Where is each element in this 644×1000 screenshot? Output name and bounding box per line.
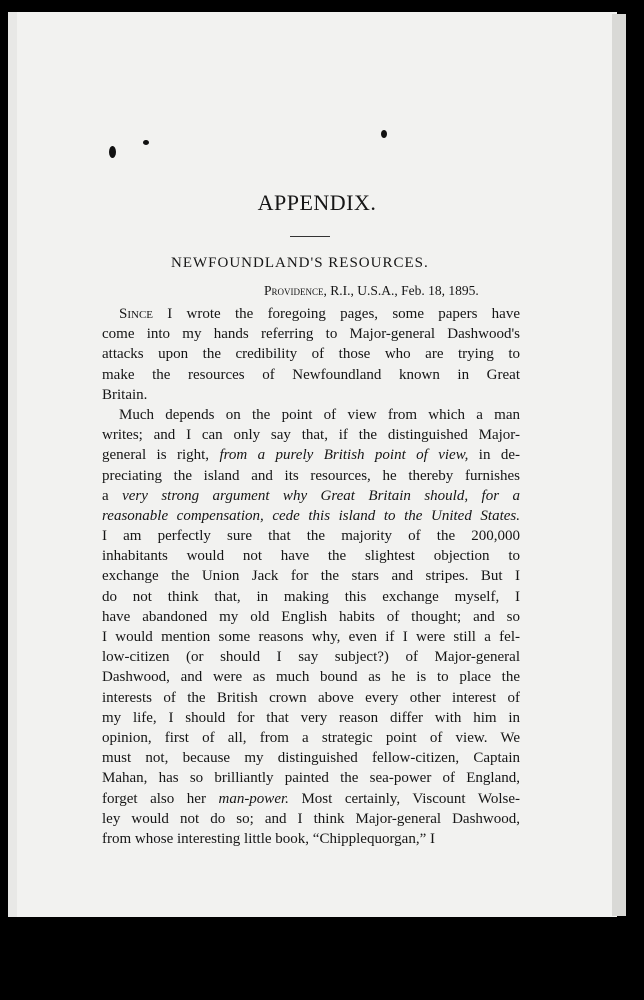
body-line: from whose interesting little book, “Chipplequorgan,” I bbox=[102, 830, 435, 847]
body-line: writes; and I can only say that, if the distinguished Major- bbox=[102, 427, 520, 444]
body-line: attacks upon the credibility of those who are trying to bbox=[102, 346, 520, 363]
italic-phrase: very strong argument why Great Britain should, for a bbox=[122, 487, 520, 504]
body-line bbox=[102, 506, 520, 526]
dateline-place: Providence, bbox=[264, 283, 327, 298]
body-line: have abandoned my old English habits of thought; and so bbox=[102, 608, 520, 625]
body-line: do not think that, in making this exchange myself, I bbox=[102, 588, 520, 605]
ink-spot bbox=[381, 130, 387, 138]
body-line: a very strong argument why Great Britain should, for a bbox=[102, 487, 520, 504]
body-line: Mahan, has so brilliantly painted the sea-power of England, bbox=[102, 770, 520, 787]
heading-rule bbox=[290, 236, 330, 237]
dateline-rest: R.I., U.S.A., Feb. 18, 1895. bbox=[326, 283, 479, 298]
drop-word: Since bbox=[119, 306, 154, 322]
dateline bbox=[264, 283, 479, 299]
body-line: come into my hands referring to Major-general Dashwood's bbox=[102, 326, 520, 343]
body-line: general is right, from a purely British point of view, in de- bbox=[102, 447, 520, 464]
body-line: must not, because my distinguished fellow-citizen, Captain bbox=[102, 750, 520, 767]
body-line: low-citizen (or should I say subject?) of Major-general bbox=[102, 649, 520, 666]
italic-phrase: from a purely British point of view, bbox=[219, 447, 469, 464]
scanned-page bbox=[17, 12, 617, 917]
ink-spot bbox=[109, 146, 116, 158]
body-line: Much depends on the point of view from which a man bbox=[119, 406, 520, 423]
body-line: forget also her man-power. Most certainly, Viscount Wolse- bbox=[102, 790, 520, 807]
body-line: my life, I should for that very reason differ with him in bbox=[102, 709, 520, 726]
scan-border-bottom bbox=[0, 917, 644, 1000]
body-line: Britain. bbox=[102, 386, 148, 403]
body-line: ley would not do so; and I think Major-general Dashwood, bbox=[102, 810, 520, 827]
italic-phrase: reasonable compensation, cede this island to the United States. bbox=[102, 507, 520, 524]
body-line: preciating the island and its resources, he thereby furnishes bbox=[102, 467, 520, 484]
body-line: I would mention some reasons why, even if I were still a fel- bbox=[102, 629, 520, 645]
body-line: inhabitants would not have the slightest objection to bbox=[102, 548, 520, 565]
appendix-heading: APPENDIX. bbox=[257, 190, 377, 215]
section-title: NEWFOUNDLAND'S RESOURCES. bbox=[171, 255, 429, 271]
body-line: Since I wrote the foregoing pages, some papers have bbox=[119, 306, 520, 322]
body-line: interests of the British crown above every other interest of bbox=[102, 689, 520, 706]
italic-phrase: man-power. bbox=[218, 790, 289, 807]
ink-spot bbox=[143, 140, 149, 145]
body-line: I am perfectly sure that the majority of the 200,000 bbox=[102, 528, 520, 545]
body-line: make the resources of Newfoundland known in Great bbox=[102, 366, 520, 383]
body-line: Dashwood, and were as much bound as he is to place the bbox=[102, 669, 520, 686]
body-line: opinion, first of all, from a strategic point of view. We bbox=[102, 729, 520, 746]
body-line: exchange the Union Jack for the stars and stripes. But I bbox=[102, 568, 520, 585]
body-text bbox=[102, 304, 520, 849]
page-right-edge bbox=[612, 14, 626, 916]
